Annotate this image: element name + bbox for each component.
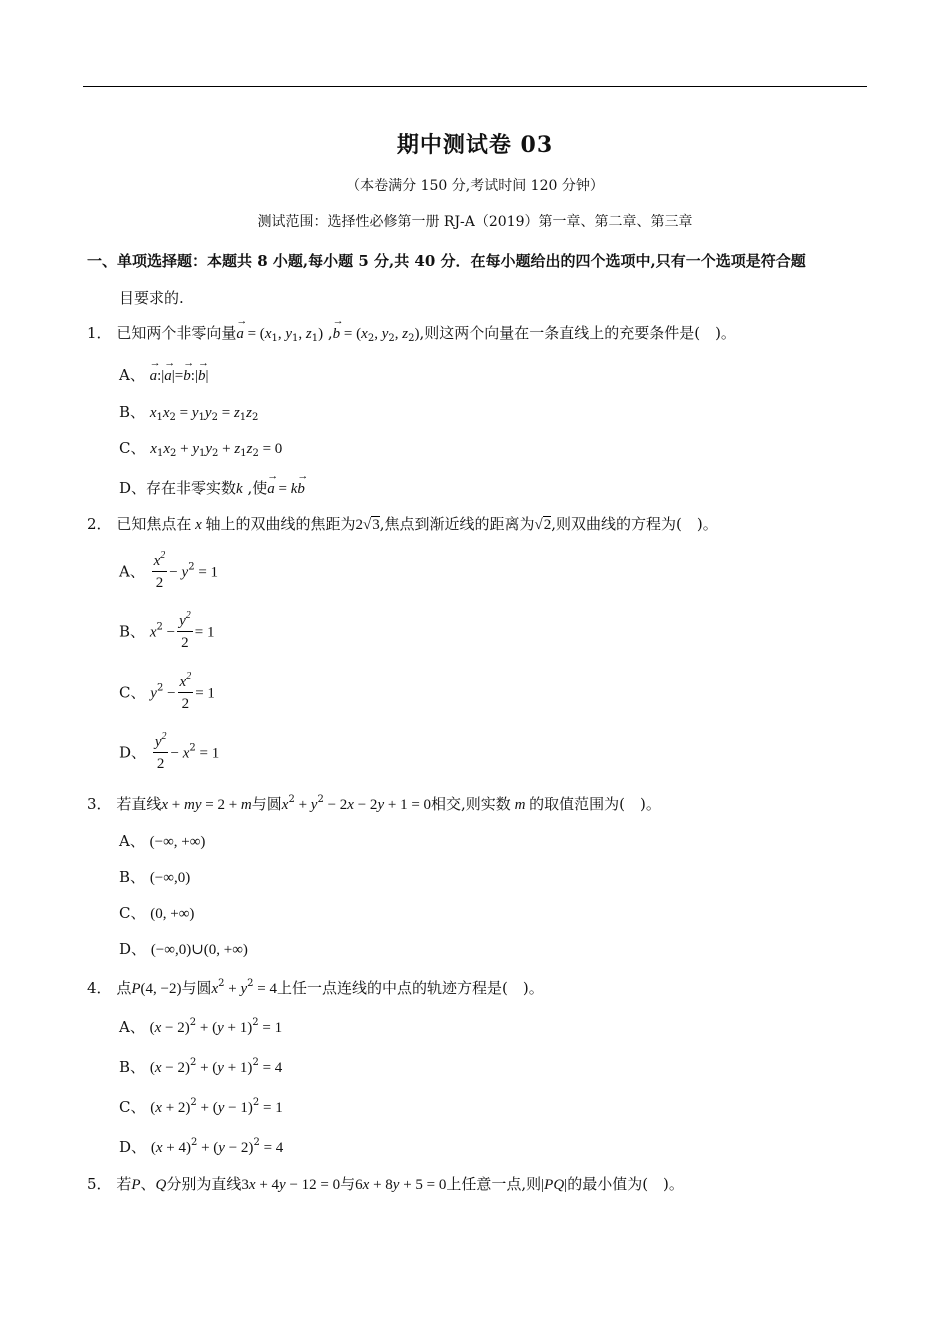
test-scope: 测试范围：选择性必修第一册 RJ-A（2019）第一章、第二章、第三章 [257, 214, 693, 230]
option-1c: C、 $x_1x_2 + y_1y_2 + z_1z_2 = 0$ [119, 439, 283, 459]
option-1b: B、 $x_1x_2 = y_1y_2 = z_1z_2$ [119, 403, 259, 423]
option-3c: C、 (0, +∞) [119, 904, 195, 922]
header-rule [83, 86, 867, 87]
option-label: A、 [119, 562, 145, 581]
option-label: D、 [119, 1138, 147, 1156]
question-stem: ,则这两个向量在一条直线上的充要条件是( )。 [419, 324, 736, 342]
option-1a: A、 → a:|→ a|=→ b:|→ b| [119, 364, 208, 385]
option-4a: A、 $(x - 2)^2 + (y + 1)^2 = 1$ [119, 1017, 283, 1036]
option-2a: A、 $\frac{x^2}{2}$ − $y^2 = 1$ [119, 550, 219, 591]
option-3b: B、 (−∞,0) [119, 868, 191, 886]
question-4: 4． 点P(4, −2)与圆$x^2 + y^2 = 4$上任一点连线的中点的轨迹方程是( )。 [87, 978, 544, 997]
option-label: D、 [119, 743, 147, 762]
option-label: D、 [119, 479, 147, 497]
question-5: 5． 若P、Q分别为直线3x + 4y − 12 = 0与6x + 8y + 5 = 0上任意一点,则|PQ|的最小值为( )。 [87, 1175, 684, 1193]
question-number: 4． [87, 979, 112, 997]
option-2d: D、 $\frac{y^2}{2}$ − $x^2 = 1$ [119, 731, 220, 772]
question-2: 2． 已知焦点在 x 轴上的双曲线的焦距为2√3,焦点到渐近线的距离为√2,则双曲线的方程为( )。 [87, 515, 718, 533]
option-label: D、 [119, 940, 147, 958]
option-4d: D、 $(x + 4)^2 + (y - 2)^2 = 4$ [119, 1137, 284, 1156]
question-1: 1． 已知两个非零向量→ $a = (x_1$, $y_1$, $z_1$) ,→ $b = (x_2$, $y_2$, $z_2$),则这两个向量在一条直线上的充要条件是( )。 [87, 322, 736, 343]
option-label: C、 [119, 683, 146, 702]
option-3a: A、 (−∞, +∞) [119, 832, 206, 850]
option-label: B、 [119, 1058, 146, 1076]
option-label: A、 [119, 832, 145, 850]
question-number: 2． [87, 515, 112, 533]
question-3: 3． 若直线x + my = 2 + m与圆$x^2 + y^2 - 2x - 2y + 1 = 0$相交,则实数 m 的取值范围为( )。 [87, 794, 661, 813]
section-heading-line2: 目要求的. [119, 289, 184, 307]
question-number: 1． [87, 324, 112, 342]
option-label: A、 [119, 1018, 145, 1036]
option-2b: B、 $x^2$ − $\frac{y^2}{2}$ = 1 [119, 610, 215, 651]
option-label: C、 [119, 1098, 146, 1116]
page-subtitle: （本卷满分 150 分,考试时间 120 分钟） [346, 178, 604, 194]
option-label: A、 [119, 366, 145, 384]
option-label: C、 [119, 904, 146, 922]
option-3d: D、 (−∞,0)∪(0, +∞) [119, 940, 248, 958]
question-stem: 已知两个非零向量 [116, 324, 237, 342]
option-label: B、 [119, 403, 146, 421]
option-4c: C、 $(x + 2)^2 + (y - 1)^2 = 1$ [119, 1097, 283, 1116]
option-label: C、 [119, 439, 146, 457]
option-2c: C、 $y^2$ − $\frac{x^2}{2}$ = 1 [119, 671, 215, 712]
page-title: 期中测试卷 03 [396, 132, 554, 158]
question-number: 5． [87, 1175, 112, 1193]
section-heading-line1: 一、单项选择题：本题共 8 小题,每小题 5 分,共 40 分．在每小题给出的四个选项中,只有一个选项是符合题 [87, 252, 806, 270]
option-4b: B、 $(x - 2)^2 + (y + 1)^2 = 4$ [119, 1057, 283, 1076]
option-label: B、 [119, 868, 146, 886]
option-label: B、 [119, 622, 146, 641]
question-number: 3． [87, 795, 112, 813]
option-1d: D、存在非零实数k ,使→ a = k→ b [119, 477, 305, 498]
